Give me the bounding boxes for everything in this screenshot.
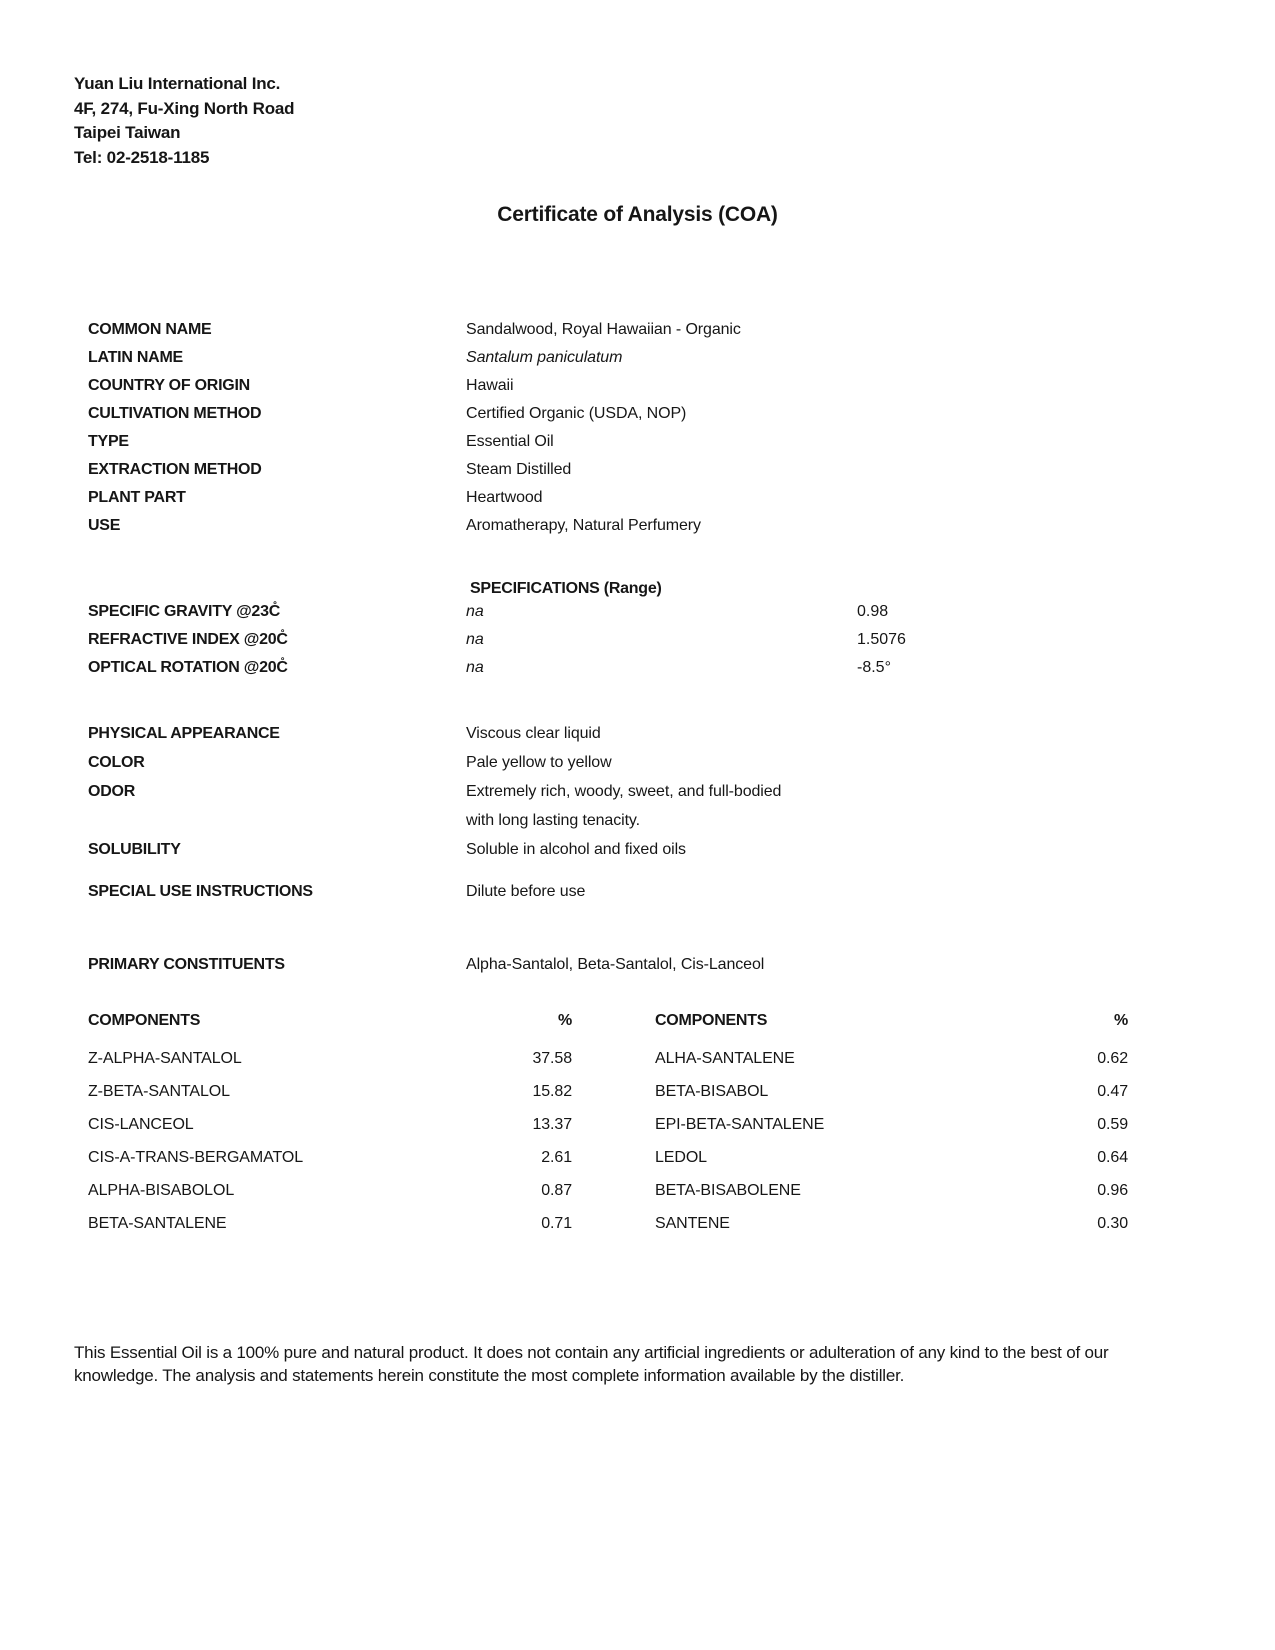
field-label: TYPE bbox=[88, 433, 129, 450]
field-value: Certified Organic (USDA, NOP) bbox=[466, 405, 687, 422]
component-name: BETA-BISABOLENE bbox=[655, 1182, 801, 1199]
field-label: PLANT PART bbox=[88, 489, 186, 506]
component-row bbox=[88, 1174, 572, 1207]
percent-header: % bbox=[558, 1012, 572, 1029]
field-label: USE bbox=[88, 517, 121, 534]
company-phone: Tel: 02-2518-1185 bbox=[74, 147, 210, 167]
field-label: PRIMARY CONSTITUENTS bbox=[88, 956, 285, 973]
component-name: SANTENE bbox=[655, 1215, 730, 1232]
component-percent: 0.47 bbox=[1097, 1083, 1128, 1100]
field-row-solubility bbox=[88, 835, 811, 864]
primary-constituents-row bbox=[88, 951, 764, 979]
product-info-section bbox=[88, 316, 741, 540]
component-name: ALPHA-BISABOLOL bbox=[88, 1182, 235, 1199]
spec-range-value: 1.5076 bbox=[857, 631, 906, 648]
components-table-left bbox=[88, 1007, 572, 1240]
company-name: Yuan Liu International Inc. bbox=[74, 74, 281, 93]
field-value: Hawaii bbox=[466, 377, 514, 394]
spec-value: na bbox=[466, 603, 484, 620]
field-value: Heartwood bbox=[466, 489, 543, 506]
component-name: Z-ALPHA-SANTALOL bbox=[88, 1050, 242, 1067]
spec-range-value: -8.5° bbox=[857, 659, 891, 676]
component-row bbox=[88, 1141, 572, 1174]
field-row-plant-part bbox=[88, 484, 741, 512]
field-value: Viscous clear liquid bbox=[466, 725, 601, 742]
field-label: EXTRACTION METHOD bbox=[88, 461, 262, 478]
field-row-country-of-origin bbox=[88, 372, 741, 400]
spec-value: na bbox=[466, 659, 484, 676]
field-label: LATIN NAME bbox=[88, 349, 183, 366]
component-percent: 0.87 bbox=[541, 1182, 572, 1199]
component-row bbox=[88, 1042, 572, 1075]
field-label: PHYSICAL APPEARANCE bbox=[88, 725, 280, 742]
component-row bbox=[655, 1108, 1128, 1141]
field-value: Essential Oil bbox=[466, 433, 554, 450]
component-row bbox=[655, 1207, 1128, 1240]
component-percent: 0.71 bbox=[541, 1215, 572, 1232]
component-name: BETA-BISABOL bbox=[655, 1083, 769, 1100]
field-row-cultivation-method bbox=[88, 400, 741, 428]
field-row-odor bbox=[88, 777, 811, 835]
field-row-type bbox=[88, 428, 741, 456]
company-address-line2: Taipei Taiwan bbox=[74, 123, 181, 142]
page-title: Certificate of Analysis (COA) bbox=[497, 203, 778, 226]
component-percent: 13.37 bbox=[532, 1116, 572, 1133]
component-name: ALHA-SANTALENE bbox=[655, 1050, 795, 1067]
component-percent: 0.59 bbox=[1097, 1116, 1128, 1133]
spec-row-specific-gravity bbox=[88, 598, 906, 626]
components-header: COMPONENTS bbox=[88, 1012, 201, 1029]
components-header: COMPONENTS bbox=[655, 1012, 768, 1029]
spec-label: REFRACTIVE INDEX @20C̊ bbox=[88, 631, 288, 648]
component-percent: 0.64 bbox=[1097, 1149, 1128, 1166]
field-value: Soluble in alcohol and fixed oils bbox=[466, 841, 686, 858]
component-name: CIS-LANCEOL bbox=[88, 1116, 194, 1133]
component-percent: 2.61 bbox=[541, 1149, 572, 1166]
component-name: BETA-SANTALENE bbox=[88, 1215, 227, 1232]
field-row-latin-name bbox=[88, 344, 741, 372]
component-name: LEDOL bbox=[655, 1149, 707, 1166]
components-header-row bbox=[655, 1007, 1128, 1042]
component-row bbox=[655, 1075, 1128, 1108]
spec-label: OPTICAL ROTATION @20C̊ bbox=[88, 659, 288, 676]
percent-header: % bbox=[1114, 1012, 1128, 1029]
company-header bbox=[74, 72, 294, 170]
field-label: ODOR bbox=[88, 783, 135, 800]
component-name: CIS-A-TRANS-BERGAMATOL bbox=[88, 1149, 304, 1166]
field-value: Sandalwood, Royal Hawaiian - Organic bbox=[466, 321, 741, 338]
component-row bbox=[655, 1042, 1128, 1075]
component-percent: 0.62 bbox=[1097, 1050, 1128, 1067]
component-percent: 37.58 bbox=[532, 1050, 572, 1067]
disclaimer-text: This Essential Oil is a 100% pure and natural product. It does not contain any artificial ingredients or adulteration of any kind to the best of our knowledge. The analysis and statements herein constitute the most complete information available by the distiller. bbox=[74, 1343, 1109, 1385]
component-row bbox=[655, 1174, 1128, 1207]
specifications-heading: SPECIFICATIONS (Range) bbox=[470, 580, 662, 597]
spec-row-refractive-index bbox=[88, 626, 906, 654]
spec-row-optical-rotation bbox=[88, 654, 906, 682]
field-value: Alpha-Santalol, Beta-Santalol, Cis-Lanceol bbox=[466, 956, 765, 973]
field-row-common-name bbox=[88, 316, 741, 344]
field-value: Extremely rich, woody, sweet, and full-bodied with long lasting tenacity. bbox=[466, 783, 782, 829]
component-percent: 0.96 bbox=[1097, 1182, 1128, 1199]
field-label: COUNTRY OF ORIGIN bbox=[88, 377, 250, 394]
components-table-right bbox=[655, 1007, 1128, 1240]
specifications-section bbox=[88, 598, 906, 682]
field-value: Steam Distilled bbox=[466, 461, 572, 478]
field-label: SOLUBILITY bbox=[88, 841, 181, 858]
field-row-physical-appearance bbox=[88, 719, 811, 748]
physical-properties-section bbox=[88, 719, 811, 864]
component-name: EPI-BETA-SANTALENE bbox=[655, 1116, 825, 1133]
component-row bbox=[655, 1141, 1128, 1174]
spec-label: SPECIFIC GRAVITY @23C̊ bbox=[88, 603, 281, 620]
components-header-row bbox=[88, 1007, 572, 1042]
field-label: COLOR bbox=[88, 754, 145, 771]
field-label: CULTIVATION METHOD bbox=[88, 405, 262, 422]
field-label: SPECIAL USE INSTRUCTIONS bbox=[88, 883, 313, 900]
component-name: Z-BETA-SANTALOL bbox=[88, 1083, 230, 1100]
component-row bbox=[88, 1108, 572, 1141]
company-address-line1: 4F, 274, Fu-Xing North Road bbox=[74, 98, 295, 118]
field-value: Dilute before use bbox=[466, 883, 586, 900]
component-row bbox=[88, 1207, 572, 1240]
component-row bbox=[88, 1075, 572, 1108]
field-value: Pale yellow to yellow bbox=[466, 754, 612, 771]
component-percent: 0.30 bbox=[1097, 1215, 1128, 1232]
special-use-row bbox=[88, 878, 585, 906]
spec-range-value: 0.98 bbox=[857, 603, 889, 620]
field-row-extraction-method bbox=[88, 456, 741, 484]
field-value: Aromatherapy, Natural Perfumery bbox=[466, 517, 701, 534]
component-percent: 15.82 bbox=[532, 1083, 572, 1100]
field-label: COMMON NAME bbox=[88, 321, 212, 338]
spec-value: na bbox=[466, 631, 484, 648]
field-value: Santalum paniculatum bbox=[466, 349, 623, 366]
field-row-color bbox=[88, 748, 811, 777]
field-row-use bbox=[88, 512, 741, 540]
